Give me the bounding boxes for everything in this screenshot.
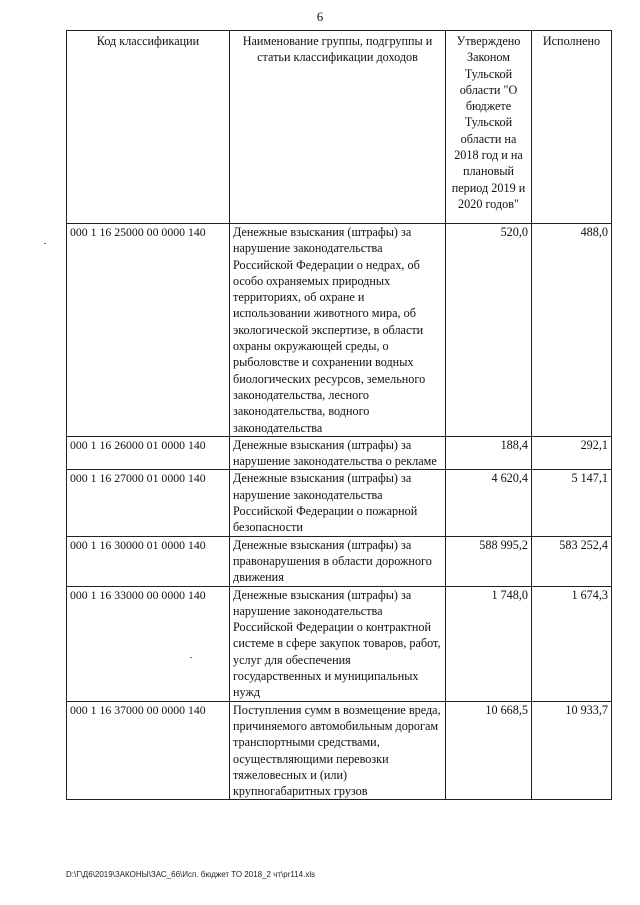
row-code: 000 1 16 30000 01 0000 140 [67, 536, 230, 586]
row-executed: 5 147,1 [532, 470, 612, 536]
header-code: Код классификации [67, 31, 230, 224]
table-row [67, 586, 612, 701]
scan-speck [44, 243, 46, 244]
row-approved: 588 995,2 [446, 536, 532, 586]
table-row [67, 701, 612, 800]
header-approved: Утверждено Законом Тульской области "О бюджете Тульской области на 2018 год и на плановый период 2019 и 2020 годов" [446, 31, 532, 224]
file-path-footer: D:\Г\Д6\2019\ЗАКОНЫ\ЗАС_66\Исп. бюджет ТО 2018_2 чт\pr114.xls [66, 870, 316, 879]
revenue-table [66, 30, 612, 800]
row-code: 000 1 16 25000 00 0000 140 [67, 224, 230, 437]
scan-speck [190, 657, 192, 658]
row-approved: 520,0 [446, 224, 532, 437]
table-row [67, 224, 612, 437]
row-code: 000 1 16 27000 01 0000 140 [67, 470, 230, 536]
row-executed: 292,1 [532, 436, 612, 470]
header-executed: Исполнено [532, 31, 612, 224]
row-name: Поступления сумм в возмещение вреда, причиняемого автомобильным дорогам транспортными средствами, осуществляющими перевозки тяжеловесных и (или) крупногабаритных грузов [230, 701, 446, 800]
row-code: 000 1 16 37000 00 0000 140 [67, 701, 230, 800]
row-approved: 188,4 [446, 436, 532, 470]
row-name: Денежные взыскания (штрафы) за нарушение законодательства Российской Федерации о контрактной системе в сфере закупок товаров, работ, услуг для обеспечения государственных и муниципальных нужд [230, 586, 446, 701]
row-executed: 1 674,3 [532, 586, 612, 701]
row-approved: 10 668,5 [446, 701, 532, 800]
row-executed: 488,0 [532, 224, 612, 437]
table-header-row [67, 31, 612, 224]
row-name: Денежные взыскания (штрафы) за правонарушения в области дорожного движения [230, 536, 446, 586]
row-approved: 1 748,0 [446, 586, 532, 701]
header-name: Наименование группы, подгруппы и статьи классификации доходов [230, 31, 446, 224]
row-name: Денежные взыскания (штрафы) за нарушение законодательства Российской Федерации о недрах, об особо охраняемых природных территориях, об охране и использовании животного мира, об экологической экспертизе, в области охраны окружающей среды, о рыболовстве и сохранении водных биологических ресурсов, земельного законодательства, лесного законодательства, водного законодательства [230, 224, 446, 437]
row-name: Денежные взыскания (штрафы) за нарушение законодательства Российской Федерации о пожарной безопасности [230, 470, 446, 536]
table-row [67, 470, 612, 536]
row-approved: 4 620,4 [446, 470, 532, 536]
row-name: Денежные взыскания (штрафы) за нарушение законодательства о рекламе [230, 436, 446, 470]
page-number: 6 [316, 9, 324, 24]
table-row [67, 436, 612, 470]
row-code: 000 1 16 33000 00 0000 140 [67, 586, 230, 701]
row-executed: 583 252,4 [532, 536, 612, 586]
row-code: 000 1 16 26000 01 0000 140 [67, 436, 230, 470]
row-executed: 10 933,7 [532, 701, 612, 800]
table-row [67, 536, 612, 586]
